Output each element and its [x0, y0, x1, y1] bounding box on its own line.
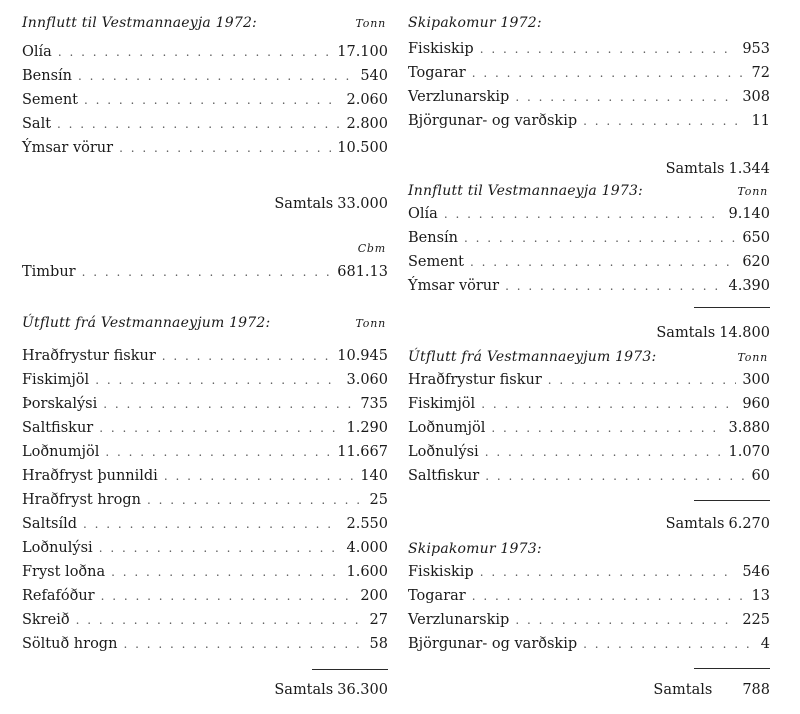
ships-1973-title: Skipakomur 1973: [408, 541, 542, 557]
row-label: Saltsíld [22, 516, 78, 532]
row-value: 60 [751, 468, 770, 484]
row-label: Hraðfrystur fiskur [408, 372, 542, 388]
leader-dots [444, 202, 723, 226]
row-value: 9.140 [728, 206, 770, 222]
row-value: 17.100 [337, 44, 388, 60]
row-label: Olía [408, 206, 438, 222]
row-label: Timbur [22, 264, 76, 280]
row-label: Skreið [22, 612, 70, 628]
table-row [408, 61, 770, 85]
leader-dots [464, 226, 736, 250]
leader-dots [481, 392, 736, 416]
import-1973-heading [408, 180, 770, 202]
total-value: 788 [742, 682, 770, 698]
leader-dots [58, 40, 331, 64]
table-row [22, 488, 388, 512]
total-label: Samtals [656, 325, 716, 341]
row-label: Hraðfrystur fiskur [22, 348, 156, 364]
row-value: 681.13 [337, 264, 388, 280]
table-row [408, 416, 770, 440]
export-1973-section [408, 346, 770, 488]
leader-dots [515, 85, 736, 109]
row-label: Salt [22, 116, 52, 132]
leader-dots [505, 274, 722, 298]
export-1973-title: Útflutt frá Vestmannaeyjum 1973: [408, 349, 657, 365]
row-label: Fiskiskip [408, 41, 474, 57]
leader-dots [84, 88, 340, 112]
row-label: Björgunar- og varðskip [408, 636, 578, 652]
leader-dots [480, 37, 737, 61]
timber-section [22, 238, 388, 284]
row-value: 1.600 [346, 564, 388, 580]
table-row [22, 560, 388, 584]
row-value: 10.945 [337, 348, 388, 364]
row-value: 58 [369, 636, 388, 652]
leader-dots [105, 440, 331, 464]
row-label: Björgunar- og varðskip [408, 113, 578, 129]
row-value: 11.667 [337, 444, 388, 460]
ships-1973-sum-rule [694, 668, 770, 669]
leader-dots [101, 584, 355, 608]
export-1972-total [274, 678, 388, 702]
row-value: 11 [751, 113, 770, 129]
table-row [408, 202, 770, 226]
row-label: Sement [22, 92, 79, 108]
row-value: 200 [360, 588, 388, 604]
row-label: Loðnulýsi [22, 540, 93, 556]
table-row [22, 40, 388, 64]
row-label: Loðnulýsi [408, 444, 479, 460]
row-value: 1.070 [728, 444, 770, 460]
leader-dots [82, 260, 332, 284]
row-label: Sement [408, 254, 465, 270]
total-value: 1.344 [728, 161, 770, 177]
table-row [22, 632, 388, 656]
table-row [408, 392, 770, 416]
total-value: 14.800 [719, 325, 770, 341]
leader-dots [583, 109, 745, 133]
export-1973-unit: Tonn [737, 351, 768, 364]
leader-dots [95, 368, 340, 392]
table-row [22, 392, 388, 416]
ships-1973-section [408, 538, 770, 656]
row-value: 735 [360, 396, 388, 412]
table-row [22, 112, 388, 136]
table-row [408, 226, 770, 250]
ships-1972-heading [408, 12, 770, 34]
import-1973-title: Innflutt til Vestmannaeyja 1973: [408, 183, 643, 199]
leader-dots [515, 608, 736, 632]
row-value: 10.500 [337, 140, 388, 156]
row-label: Hraðfryst hrogn [22, 492, 141, 508]
ships-1972-section [408, 12, 770, 133]
leader-dots [164, 464, 355, 488]
leader-dots [123, 632, 363, 656]
leader-dots [78, 64, 354, 88]
row-label: Ýmsar vörur [22, 140, 114, 156]
export-1972-heading [22, 312, 388, 334]
row-value: 225 [742, 612, 770, 628]
leader-dots [548, 368, 737, 392]
total-value: 33.000 [337, 196, 388, 212]
ships-1973-total [653, 678, 770, 702]
export-1972-sum-rule [312, 669, 388, 670]
table-row [408, 584, 770, 608]
row-value: 650 [742, 230, 770, 246]
import-1972-title: Innflutt til Vestmannaeyja 1972: [22, 15, 257, 31]
row-label: Refafóður [22, 588, 95, 604]
total-label: Samtals [665, 516, 725, 532]
leader-dots [99, 536, 341, 560]
row-label: Þorskalýsi [22, 396, 98, 412]
import-1973-unit: Tonn [737, 185, 768, 198]
table-row [22, 464, 388, 488]
table-row [408, 608, 770, 632]
leader-dots [83, 512, 340, 536]
row-value: 1.290 [346, 420, 388, 436]
row-value: 300 [742, 372, 770, 388]
table-row [22, 260, 388, 284]
table-row [22, 416, 388, 440]
export-1972-title: Útflutt frá Vestmannaeyjum 1972: [22, 315, 271, 331]
import-1972-total [274, 192, 388, 216]
total-label: Samtals [274, 196, 334, 212]
total-label: Samtals [274, 682, 334, 698]
timber-heading [22, 238, 388, 260]
row-value: 13 [751, 588, 770, 604]
row-value: 25 [369, 492, 388, 508]
table-row [408, 37, 770, 61]
total-value: 6.270 [728, 516, 770, 532]
table-row [22, 368, 388, 392]
row-value: 27 [369, 612, 388, 628]
table-row [22, 136, 388, 160]
leader-dots [119, 136, 331, 160]
row-label: Ýmsar vörur [408, 278, 500, 294]
leader-dots [99, 416, 340, 440]
row-label: Bensín [408, 230, 458, 246]
table-row [22, 344, 388, 368]
table-row [22, 536, 388, 560]
row-label: Olía [22, 44, 52, 60]
leader-dots [470, 250, 736, 274]
import-1973-section [408, 180, 770, 298]
row-value: 3.880 [728, 420, 770, 436]
row-value: 546 [742, 564, 770, 580]
total-value: 36.300 [337, 682, 388, 698]
table-row [408, 85, 770, 109]
table-row [408, 274, 770, 298]
row-value: 72 [751, 65, 770, 81]
table-row [22, 440, 388, 464]
export-1972-section [22, 312, 388, 656]
table-row [22, 608, 388, 632]
timber-unit: Cbm [357, 242, 386, 255]
export-1972-unit: Tonn [355, 317, 386, 330]
leader-dots [76, 608, 364, 632]
row-label: Verzlunarskip [408, 89, 510, 105]
table-row [408, 440, 770, 464]
leader-dots [480, 560, 737, 584]
row-label: Hraðfryst þunnildi [22, 468, 158, 484]
row-value: 540 [360, 68, 388, 84]
leader-dots [57, 112, 340, 136]
table-row [408, 109, 770, 133]
row-value: 2.800 [346, 116, 388, 132]
row-value: 2.550 [346, 516, 388, 532]
row-value: 953 [742, 41, 770, 57]
import-1972-section [22, 12, 388, 160]
export-1973-total [666, 512, 770, 536]
table-row [22, 88, 388, 112]
leader-dots [583, 632, 755, 656]
row-label: Verzlunarskip [408, 612, 510, 628]
table-row [22, 512, 388, 536]
row-label: Saltfiskur [22, 420, 94, 436]
leader-dots [491, 416, 722, 440]
total-label: Samtals [665, 161, 725, 177]
ships-1972-title: Skipakomur 1972: [408, 15, 542, 31]
row-value: 620 [742, 254, 770, 270]
table-row [408, 632, 770, 656]
total-label: Samtals [653, 682, 713, 698]
row-label: Loðnumjöl [22, 444, 100, 460]
row-label: Loðnumjöl [408, 420, 486, 436]
table-row [408, 560, 770, 584]
row-label: Togarar [408, 588, 466, 604]
row-label: Fryst loðna [22, 564, 106, 580]
export-1973-sum-rule [694, 500, 770, 501]
row-value: 3.060 [346, 372, 388, 388]
row-value: 4 [760, 636, 770, 652]
table-row [408, 464, 770, 488]
leader-dots [485, 464, 745, 488]
ships-1973-heading [408, 538, 770, 560]
table-row [408, 368, 770, 392]
row-label: Bensín [22, 68, 72, 84]
leader-dots [162, 344, 331, 368]
table-row [22, 584, 388, 608]
row-value: 4.390 [728, 278, 770, 294]
row-label: Fiskiskip [408, 564, 474, 580]
import-1973-total [656, 321, 770, 345]
leader-dots [472, 61, 746, 85]
leader-dots [472, 584, 746, 608]
leader-dots [103, 392, 354, 416]
row-label: Togarar [408, 65, 466, 81]
row-value: 960 [742, 396, 770, 412]
row-value: 4.000 [346, 540, 388, 556]
row-label: Söltuð hrogn [22, 636, 118, 652]
row-value: 2.060 [346, 92, 388, 108]
import-1972-heading [22, 12, 388, 34]
table-row [408, 250, 770, 274]
row-value: 308 [742, 89, 770, 105]
ships-1972-total [666, 157, 770, 181]
import-1972-unit: Tonn [355, 17, 386, 30]
row-label: Fiskimjöl [408, 396, 476, 412]
row-label: Saltfiskur [408, 468, 480, 484]
export-1973-heading [408, 346, 770, 368]
row-value: 140 [360, 468, 388, 484]
table-row [22, 64, 388, 88]
leader-dots [485, 440, 723, 464]
row-label: Fiskimjöl [22, 372, 90, 388]
leader-dots [147, 488, 364, 512]
leader-dots [111, 560, 340, 584]
import-1973-sum-rule [694, 307, 770, 308]
